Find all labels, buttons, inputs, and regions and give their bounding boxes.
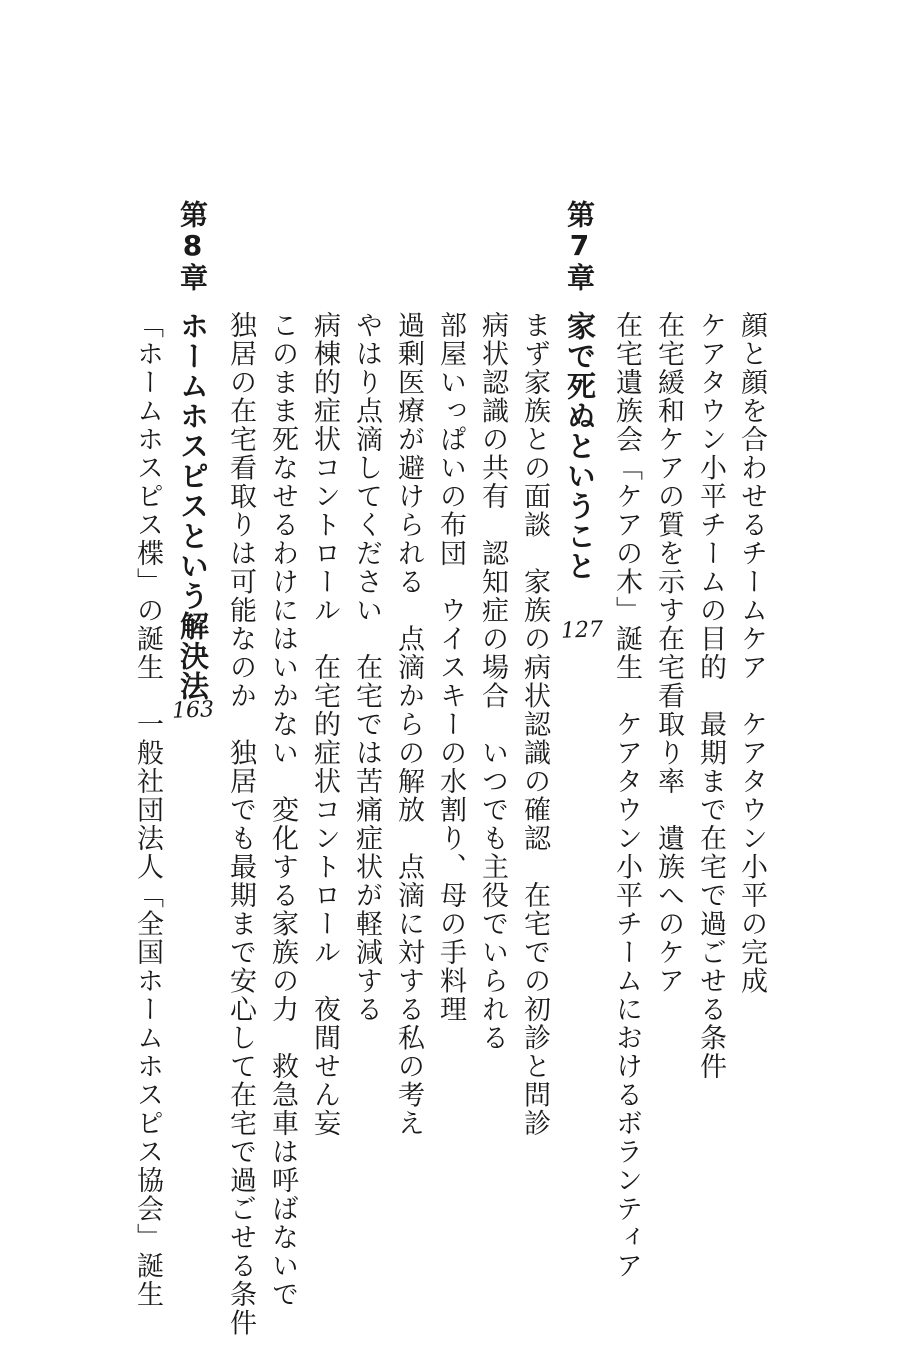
toc-line: このまま死なせるわけにはいかない 変化する家族の力 救急車は呼ばないで (267, 311, 298, 1309)
toc-line: 独居の在宅看取りは可能なのか 独居でも最期まで安心して在宅で過ごせる条件 (225, 311, 256, 1337)
chapter7-label: 第7章 (563, 200, 596, 292)
toc-line: 過剰医療が避けられる 点滴からの解放 点滴に対する私の考え (393, 311, 424, 1138)
toc-line: 病棟的症状コントロール 在宅的症状コントロール 夜間せん妄 (309, 311, 340, 1138)
chapter8-title[interactable]: ホームホスピスという解決法 (176, 311, 210, 701)
chapter7-page-number: 127 (560, 617, 604, 644)
toc-line: ケアタウン小平チームの目的 最期まで在宅で過ごせる条件 (695, 311, 726, 1081)
toc-line: 顔と顔を合わせるチームケア ケアタウン小平の完成 (736, 311, 767, 995)
chapter7-title[interactable]: 家で死ぬということ (563, 311, 597, 581)
toc-line: 在宅遺族会「ケアの木」誕生 ケアタウン小平チームにおけるボランティア (611, 311, 642, 1280)
toc-line: まず家族との面談 家族の病状認識の確認 在宅での初診と問診 (519, 311, 550, 1138)
toc-line: 「ホームホスピス楪」の誕生 一般社団法人「全国ホームホスピス協会」誕生 (132, 311, 163, 1309)
chapter8-page-number: 163 (171, 697, 215, 724)
toc-line: 在宅緩和ケアの質を示す在宅看取り率 遺族へのケア (653, 311, 684, 995)
toc-line: 部屋いっぱいの布団 ウイスキーの水割り、母の手料理 (435, 311, 466, 1024)
chapter8-label: 第8章 (176, 200, 209, 292)
toc-line: やはり点滴してください 在宅では苦痛症状が軽減する (351, 311, 382, 1024)
toc-line: 病状認識の共有 認知症の場合 いつでも主役でいられる (477, 311, 508, 1052)
